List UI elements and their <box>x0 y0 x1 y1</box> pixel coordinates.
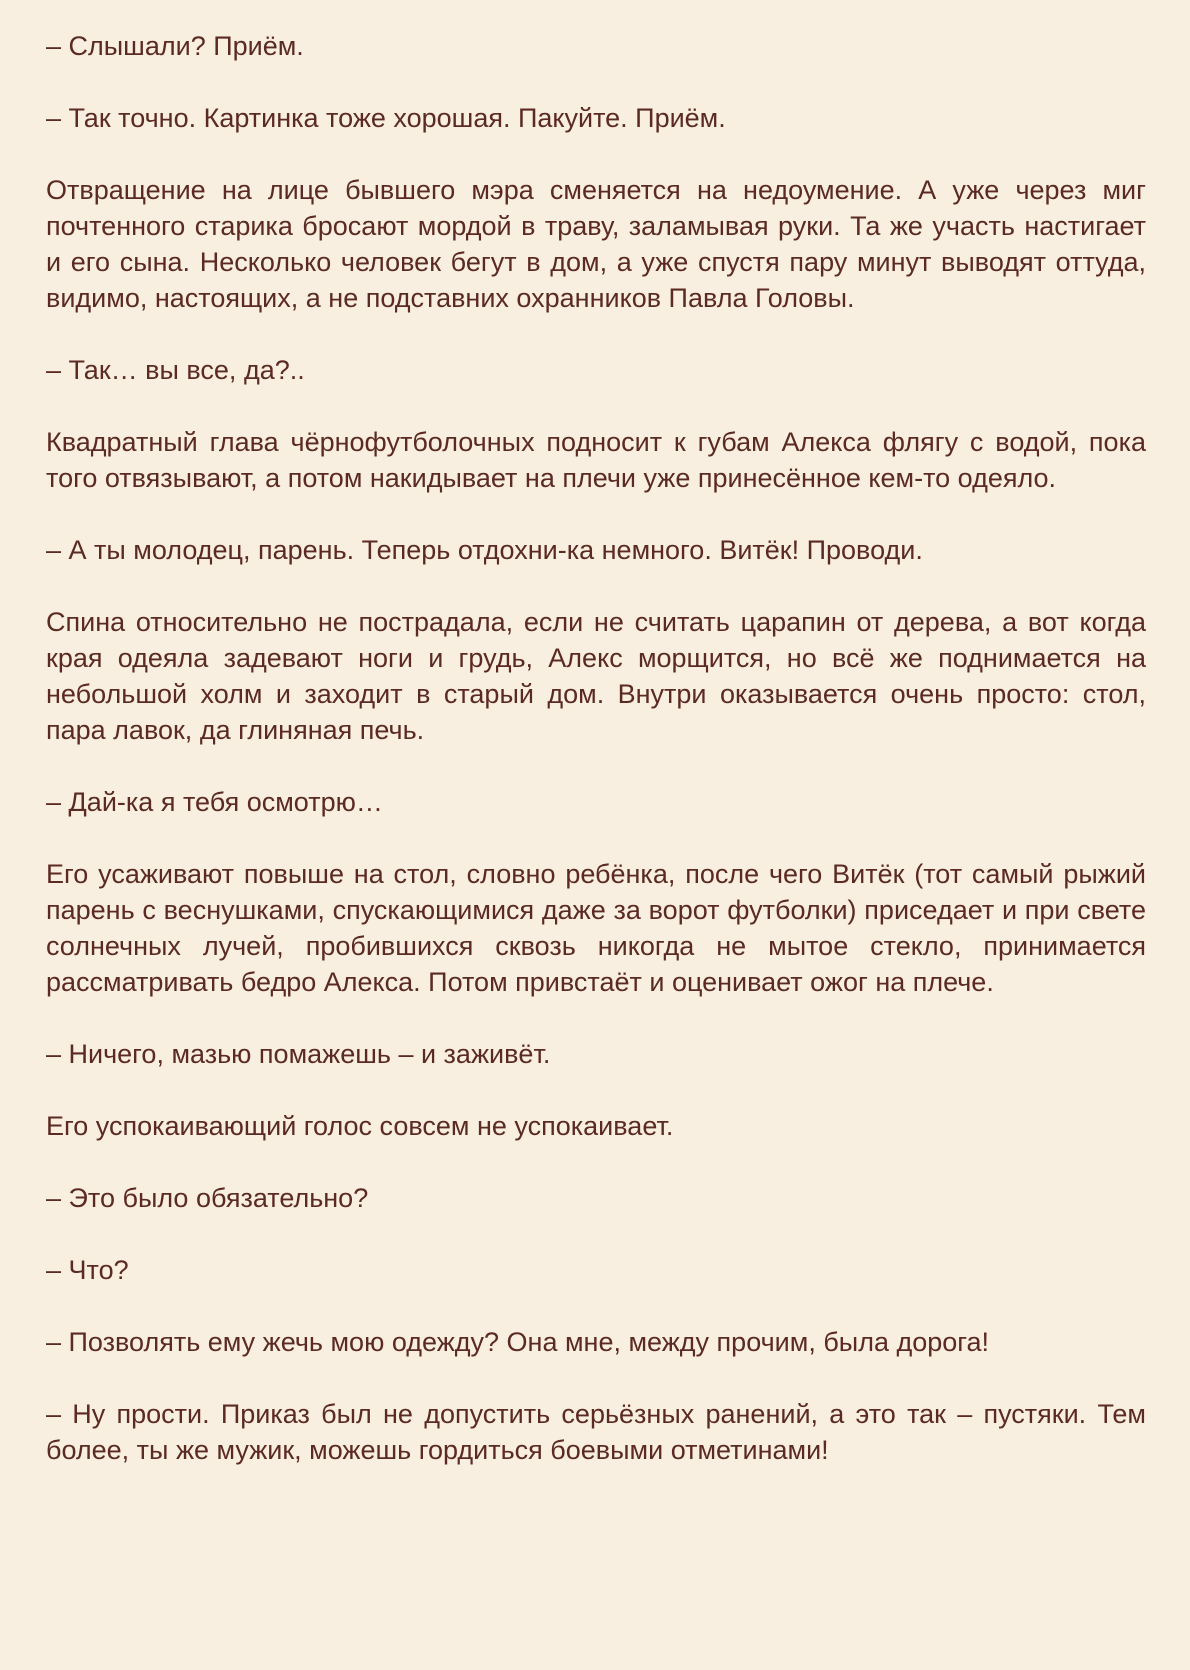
paragraph-2: – Так точно. Картинка тоже хорошая. Пакуйте. Приём. <box>46 103 726 133</box>
paragraph-7: Спина относительно не пострадала, если не считать царапин от дерева, а вот когда края одеяла задевают ноги и грудь, Алекс морщится, но всё же поднимается на небольшой холм и заходит в старый дом. Внутри оказывается очень просто: стол, пара лавок, да глиняная печь. <box>46 607 1146 745</box>
paragraph-4: – Так… вы все, да?.. <box>46 355 305 385</box>
paragraph-8: – Дай-ка я тебя осмотрю… <box>46 787 383 817</box>
paragraph-1: – Слышали? Приём. <box>46 31 304 61</box>
paragraph-14: – Позволять ему жечь мою одежду? Она мне, между прочим, была дорога! <box>46 1327 990 1357</box>
paragraph-12: – Это было обязательно? <box>46 1183 369 1213</box>
paragraph-11: Его успокаивающий голос совсем не успокаивает. <box>46 1111 674 1141</box>
paragraph-6: – А ты молодец, парень. Теперь отдохни-ка немного. Витёк! Проводи. <box>46 535 923 565</box>
paragraph-5: Квадратный глава чёрнофутболочных подносит к губам Алекса флягу с водой, пока того отвязывают, а потом накидывает на плечи уже принесённое кем-то одеяло. <box>46 427 1146 493</box>
paragraph-9: Его усаживают повыше на стол, словно ребёнка, после чего Витёк (тот самый рыжий парень с веснушками, спускающимися даже за ворот футболки) приседает и при свете солнечных лучей, пробившихся сквозь никогда не мытое стекло, принимается рассматривать бедро Алекса. Потом привстаёт и оценивает ожог на плече. <box>46 859 1146 997</box>
paragraph-13: – Что? <box>46 1255 129 1285</box>
paragraph-3: Отвращение на лице бывшего мэра сменяется на недоумение. А уже через миг почтенного старика бросают мордой в траву, заламывая руки. Та же участь настигает и его сына. Несколько человек бегут в дом, а уже спустя пару минут выводят оттуда, видимо, настоящих, а не подставних охранников Павла Головы. <box>46 175 1146 313</box>
paragraph-10: – Ничего, мазью помажешь – и заживёт. <box>46 1039 551 1069</box>
paragraph-15: – Ну прости. Приказ был не допустить серьёзных ранений, а это так – пустяки. Тем более, ты же мужик, можешь гордиться боевыми отметинами! <box>46 1399 1146 1465</box>
